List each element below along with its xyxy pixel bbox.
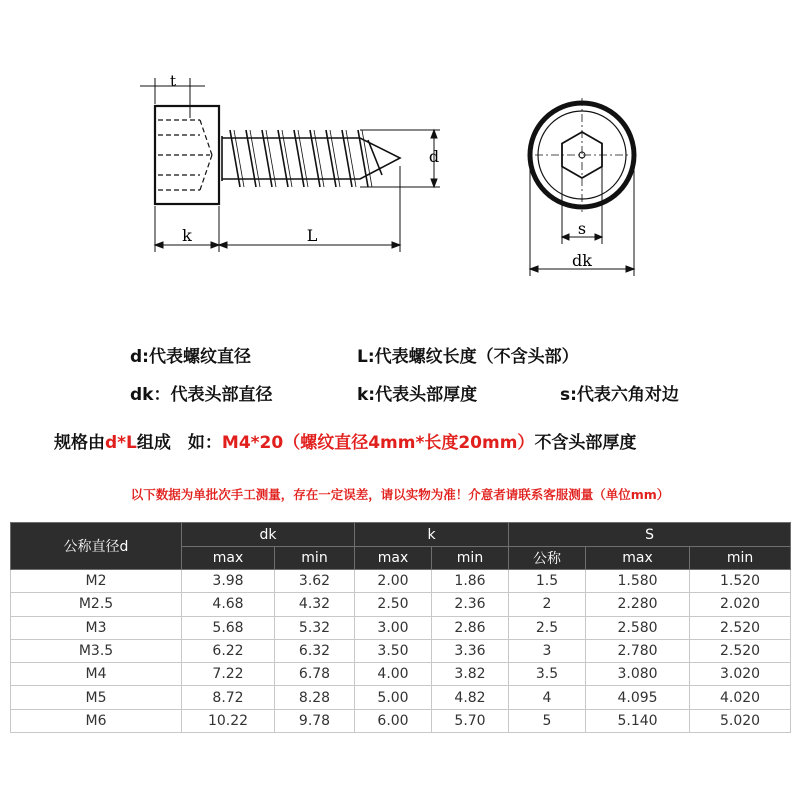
table-row <box>11 663 791 686</box>
cell-s-nom: 2 <box>509 593 586 616</box>
cell-s-nom: 5 <box>509 709 586 732</box>
cell-dk-max: 10.22 <box>182 709 275 732</box>
header-s: S <box>509 523 791 547</box>
cell-size: M4 <box>11 663 182 686</box>
cell-dk-min: 6.78 <box>275 663 355 686</box>
header-nominal: 公称直径d <box>11 523 182 570</box>
cell-s-min: 3.020 <box>690 663 791 686</box>
legend-L: L:代表螺纹长度（不含头部） <box>357 347 579 367</box>
cell-k-min: 4.82 <box>432 686 509 709</box>
cell-dk-min: 6.32 <box>275 639 355 662</box>
spec-formula: d*L <box>105 433 137 453</box>
cell-k-max: 6.00 <box>355 709 432 732</box>
legend-s: s:代表六角对边 <box>560 385 679 405</box>
cell-k-min: 3.36 <box>432 639 509 662</box>
header-s-max: max <box>586 547 690 570</box>
cell-size: M3.5 <box>11 639 182 662</box>
header-dk-max: max <box>182 547 275 570</box>
cell-dk-min: 5.32 <box>275 616 355 639</box>
cell-k-min: 5.70 <box>432 709 509 732</box>
cell-dk-min: 8.28 <box>275 686 355 709</box>
cell-s-max: 4.095 <box>586 686 690 709</box>
cell-dk-max: 3.98 <box>182 570 275 593</box>
label-d: d <box>428 147 440 166</box>
cell-size: M2.5 <box>11 593 182 616</box>
cell-s-min: 4.020 <box>690 686 791 709</box>
spec-description <box>54 428 636 453</box>
cell-s-min: 5.020 <box>690 709 791 732</box>
cell-k-max: 2.00 <box>355 570 432 593</box>
cell-dk-min: 4.32 <box>275 593 355 616</box>
header-s-nominal: 公称 <box>509 547 586 570</box>
cell-dk-min: 3.62 <box>275 570 355 593</box>
cell-k-min: 3.82 <box>432 663 509 686</box>
hex-socket-hidden-lines <box>158 120 212 190</box>
spec-middle: 组成 如： <box>136 433 222 453</box>
cell-dk-max: 5.68 <box>182 616 275 639</box>
table-row <box>11 709 791 732</box>
cell-s-nom: 3 <box>509 639 586 662</box>
header-k: k <box>355 523 509 547</box>
label-L: L <box>306 226 318 245</box>
cell-dk-max: 4.68 <box>182 593 275 616</box>
table-row <box>11 593 791 616</box>
cell-s-min: 2.520 <box>690 616 791 639</box>
cell-size: M5 <box>11 686 182 709</box>
table-row <box>11 570 791 593</box>
cell-k-min: 1.86 <box>432 570 509 593</box>
cell-k-min: 2.36 <box>432 593 509 616</box>
cell-dk-min: 9.78 <box>275 709 355 732</box>
label-dk: dk <box>572 251 592 270</box>
label-t: t <box>169 72 177 90</box>
table-row <box>11 639 791 662</box>
spec-table <box>10 522 791 733</box>
table-row <box>11 686 791 709</box>
header-s-min: min <box>690 547 791 570</box>
table-row <box>11 616 791 639</box>
cell-dk-max: 7.22 <box>182 663 275 686</box>
cell-s-min: 2.020 <box>690 593 791 616</box>
technical-drawing <box>0 0 800 300</box>
spec-suffix: 不含头部厚度 <box>534 433 637 453</box>
cell-size: M2 <box>11 570 182 593</box>
label-s: s <box>577 219 587 238</box>
cell-k-max: 3.00 <box>355 616 432 639</box>
spec-example: M4*20（螺纹直径4mm*长度20mm） <box>221 433 535 453</box>
measurement-notice: 以下数据为单批次手工测量，存在一定误差，请以实物为准！介意者请联系客服测量（单位mm） <box>130 487 670 502</box>
cell-dk-max: 8.72 <box>182 686 275 709</box>
spec-prefix: 规格由 <box>54 433 105 453</box>
cell-s-nom: 3.5 <box>509 663 586 686</box>
header-k-min: min <box>432 547 509 570</box>
legend-k: k:代表头部厚度 <box>357 385 478 405</box>
cell-size: M3 <box>11 616 182 639</box>
cell-s-min: 1.520 <box>690 570 791 593</box>
cell-size: M6 <box>11 709 182 732</box>
legend-dk: dk：代表头部直径 <box>130 385 273 405</box>
cell-s-nom: 4 <box>509 686 586 709</box>
cell-s-max: 2.580 <box>586 616 690 639</box>
label-k: k <box>182 226 192 245</box>
cell-dk-max: 6.22 <box>182 639 275 662</box>
cell-k-max: 5.00 <box>355 686 432 709</box>
header-k-max: max <box>355 547 432 570</box>
cell-s-max: 5.140 <box>586 709 690 732</box>
cell-k-min: 2.86 <box>432 616 509 639</box>
legend-d: d:代表螺纹直径 <box>130 347 251 367</box>
header-dk: dk <box>182 523 355 547</box>
cell-s-max: 1.580 <box>586 570 690 593</box>
screw-head-end-view <box>530 98 634 212</box>
cell-s-nom: 2.5 <box>509 616 586 639</box>
cell-s-min: 2.520 <box>690 639 791 662</box>
cell-k-max: 4.00 <box>355 663 432 686</box>
cell-s-max: 2.780 <box>586 639 690 662</box>
cell-s-nom: 1.5 <box>509 570 586 593</box>
cell-s-max: 2.280 <box>586 593 690 616</box>
cell-k-max: 3.50 <box>355 639 432 662</box>
header-dk-min: min <box>275 547 355 570</box>
cell-k-max: 2.50 <box>355 593 432 616</box>
cell-s-max: 3.080 <box>586 663 690 686</box>
